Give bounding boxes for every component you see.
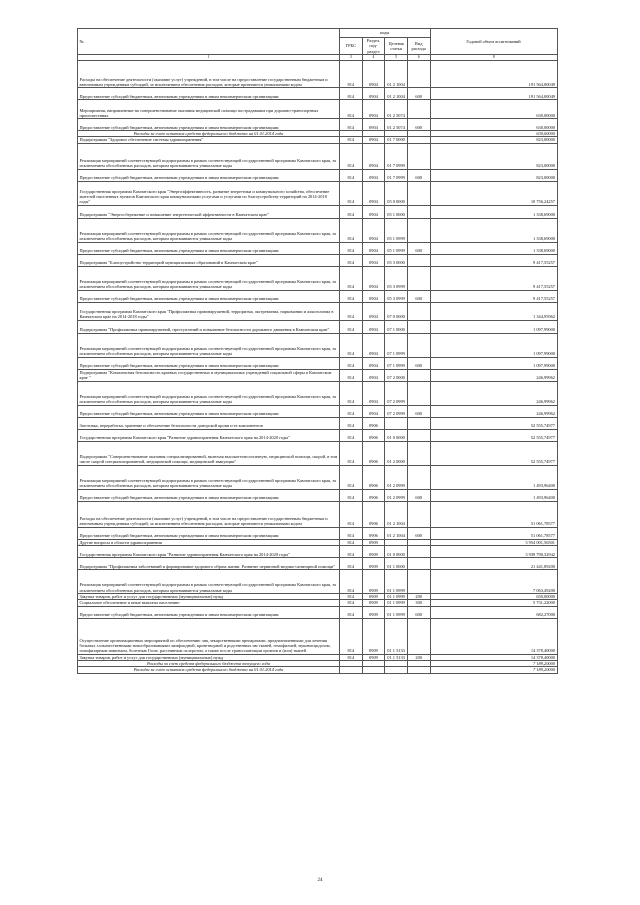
table-row: [78, 320, 558, 333]
table-row: [78, 205, 558, 218]
row-razdel-code: 0906: [362, 527, 385, 539]
table-row: [78, 88, 558, 100]
row-target-code: [385, 667, 408, 673]
row-razdel-code: 0904: [362, 137, 385, 143]
row-target-code: 01 2 1004: [385, 88, 408, 100]
col-num-header: №: [78, 29, 340, 55]
row-grbs-code: 814: [340, 489, 363, 501]
col-index: 3: [340, 54, 363, 60]
row-amount: 823,00000: [430, 137, 558, 143]
row-razdel-code: 0904: [362, 205, 385, 218]
row-razdel-code: 0909: [362, 618, 385, 654]
table-row: [78, 558, 558, 570]
row-amount: 823,00000: [430, 143, 558, 169]
row-vid-code: [407, 381, 430, 405]
table-row: [78, 570, 558, 594]
row-target-code: 01 2 1004: [385, 501, 408, 527]
row-target-code: 07 1 0999: [385, 357, 408, 369]
row-grbs-code: 814: [340, 181, 363, 205]
table-row: [78, 169, 558, 181]
col-codes-header: коды: [340, 29, 431, 38]
row-razdel-code: [362, 667, 385, 673]
row-razdel-code: 0906: [362, 489, 385, 501]
row-description: Предоставление субсидий бюджетным, автономным учреждениям и иным некоммерческим организациям: [78, 242, 340, 254]
row-description: Расходы на обеспечение деятельности (оказание услуг) учреждений, в том числе на предоставление государственным бюджетным и автономным учреждениям субсидий, за исключением обеспечения расходов, которые признаются уникальными кодом: [78, 501, 340, 527]
row-description: Осуществление организационных мероприятий по обеспечению лиц лекарственными препаратами, предназначенными для лечения больных злокачественными новообразованиями лимфоидной, кроветворной и родственных им тканей, гемофилией, муковисцидозом, гипофизарным нанизмом, болезнью Гоше, рассеянным склерозом, а также после трансплантации органов и (или) тканей: [78, 618, 340, 654]
row-vid-code: [407, 429, 430, 441]
row-grbs-code: 814: [340, 320, 363, 333]
row-vid-code: [407, 465, 430, 489]
row-grbs-code: 814: [340, 333, 363, 357]
row-description: Подпрограмма "Профилактика правонарушений, преступлений и повышение безопасности дорожного движения в Камчатском крае": [78, 320, 340, 333]
table-row: [78, 181, 558, 205]
row-amount: 1 097,99000: [430, 320, 558, 333]
row-razdel-code: 0904: [362, 381, 385, 405]
row-razdel-code: 0904: [362, 169, 385, 181]
row-target-code: 01 2 5074: [385, 119, 408, 131]
row-target-code: 07 0 0000: [385, 302, 408, 320]
row-amount: 52 555,74977: [430, 417, 558, 429]
row-razdel-code: 0904: [362, 119, 385, 131]
col-target-header: Целевая статья: [385, 38, 408, 55]
row-grbs-code: 814: [340, 546, 363, 558]
col-index: 6: [407, 54, 430, 60]
row-grbs-code: 814: [340, 169, 363, 181]
row-target-code: 01 1 0999: [385, 600, 408, 606]
row-description: Реализация мероприятий соответствующей подпрограммы в рамках соответствующей государственной программы Камчатского края, за исключением обособленных расходов, которым присваиваются уникальные коды: [78, 143, 340, 169]
row-description: Реализация мероприятий соответствующей подпрограммы в рамках соответствующей государственной программы Камчатского края, за исключением обособленных расходов, которым присваиваются уникальные коды: [78, 465, 340, 489]
row-description: Закупка товаров, работ и услуг для государственных (муниципальных) нужд: [78, 594, 340, 600]
row-description: Предоставление субсидий бюджетным, автономным учреждениям и иным некоммерческим организациям: [78, 357, 340, 369]
row-grbs-code: 814: [340, 218, 363, 242]
row-razdel-code: 0909: [362, 600, 385, 606]
page-number: 24: [317, 878, 323, 883]
row-description: Социальное обеспечение и иные выплаты населению: [78, 600, 340, 606]
row-amount: 3 954 001,56501: [430, 539, 558, 545]
row-razdel-code: 0904: [362, 405, 385, 417]
row-amount: 7 189,20000: [430, 667, 558, 673]
table-row: [78, 606, 558, 618]
row-description: Расходы за счет остатков средств федерального бюджета на 01.01.2014 года: [78, 667, 340, 673]
row-target-code: 05 3 0999: [385, 266, 408, 290]
row-grbs-code: 814: [340, 266, 363, 290]
row-description: Расходы на обеспечение деятельности (оказание услуг) учреждений, в том числе на предоставление государственным бюджетным и автономным учреждениям субсидий, за исключением обеспечения расходов, которые признаются уникальными кодом: [78, 61, 340, 88]
row-amount: 21 441,89200: [430, 558, 558, 570]
row-description: Реализация мероприятий соответствующей подпрограммы в рамках соответствующей государственной программы Камчатского края, за исключением обособленных расходов, которым присваиваются уникальные коды: [78, 266, 340, 290]
row-description: Закупка товаров, работ и услуг для государственных (муниципальных) нужд: [78, 654, 340, 660]
row-amount: 650,00000: [430, 594, 558, 600]
row-grbs-code: 814: [340, 302, 363, 320]
col-volume-header: Годовой объем ассигнований: [430, 29, 558, 55]
row-grbs-code: 814: [340, 357, 363, 369]
row-amount: 682,27000: [430, 606, 558, 618]
row-amount: 630,00000: [430, 131, 558, 137]
row-amount: 5 731,22000: [430, 600, 558, 606]
row-amount: 9 417,55257: [430, 266, 558, 290]
row-vid-code: [407, 143, 430, 169]
row-target-code: 01 2 0000: [385, 441, 408, 465]
col-index: 8: [430, 54, 558, 60]
budget-table-sheet: [77, 28, 558, 674]
row-description: Предоставление субсидий бюджетным, автономным учреждениям и иным некоммерческим организациям: [78, 489, 340, 501]
row-description: Предоставление субсидий бюджетным, автономным учреждениям и иным некоммерческим организациям: [78, 290, 340, 302]
col-vid-header: Вид расхода: [407, 38, 430, 55]
row-target-code: 01 1 0999: [385, 606, 408, 618]
row-amount: 191 564,00049: [430, 88, 558, 100]
row-razdel-code: 0904: [362, 333, 385, 357]
row-amount: 191 564,00049: [430, 61, 558, 88]
table-row: [78, 618, 558, 654]
row-grbs-code: 814: [340, 654, 363, 660]
row-description: Подпрограмма "Совершенствование оказания специализированной, включая высокотехнологичную, медицинской помощи, скорой, в том числе скорой специализированной, медицинской помощи, медицинской эвакуации": [78, 441, 340, 465]
row-target-code: 01 1 5133: [385, 654, 408, 660]
row-target-code: 01 2 1004: [385, 61, 408, 88]
row-razdel-code: 0909: [362, 606, 385, 618]
row-grbs-code: 814: [340, 137, 363, 143]
row-razdel-code: 0904: [362, 242, 385, 254]
row-amount: 51 061,78577: [430, 527, 558, 539]
row-razdel-code: 0904: [362, 266, 385, 290]
row-razdel-code: 0909: [362, 654, 385, 660]
row-target-code: 01 1 0999: [385, 570, 408, 594]
row-target-code: 01 7 0999: [385, 169, 408, 181]
row-vid-code: 600: [407, 242, 430, 254]
row-grbs-code: 814: [340, 205, 363, 218]
row-grbs-code: 814: [340, 539, 363, 545]
row-description: Подпрограмма "Здоровое обеспечение системы здравоохранения": [78, 137, 340, 143]
row-description: Подпрограмма "Комплексная безопасность краевых государственных и муниципальных учреждений социальной сферы в Камчатском крае ": [78, 369, 340, 381]
row-razdel-code: 0906: [362, 417, 385, 429]
row-description: Предоставление субсидий бюджетным, автономным учреждениям и иным некоммерческим организациям: [78, 527, 340, 539]
row-amount: 7 063,49200: [430, 570, 558, 594]
row-amount: 1 493,96400: [430, 489, 558, 501]
row-razdel-code: 0906: [362, 441, 385, 465]
row-razdel-code: 0904: [362, 143, 385, 169]
row-amount: 1 344,95962: [430, 302, 558, 320]
budget-table: [77, 28, 558, 674]
row-amount: 14 378,40000: [430, 618, 558, 654]
table-row: [78, 302, 558, 320]
row-vid-code: 600: [407, 88, 430, 100]
table-body: [78, 61, 558, 673]
row-target-code: 01 1 0999: [385, 594, 408, 600]
row-grbs-code: 814: [340, 558, 363, 570]
row-amount: 1 493,96400: [430, 465, 558, 489]
row-description: Реализация мероприятий соответствующей подпрограммы в рамках соответствующей государственной программы Камчатского края, за исключением обособленных расходов, которым присваиваются уникальные коды: [78, 333, 340, 357]
table-row: [78, 381, 558, 405]
row-grbs-code: 814: [340, 254, 363, 266]
table-row: [78, 61, 558, 88]
table-row: [78, 242, 558, 254]
row-grbs-code: [340, 667, 363, 673]
row-amount: 630,00000: [430, 119, 558, 131]
row-razdel-code: 0904: [362, 357, 385, 369]
row-vid-code: 600: [407, 357, 430, 369]
row-target-code: 07 2 0999: [385, 381, 408, 405]
table-row: [78, 465, 558, 489]
row-target-code: 01 0 0000: [385, 546, 408, 558]
row-amount: 10 756,24257: [430, 181, 558, 205]
row-description: Другие вопросы в области здравоохранения: [78, 539, 340, 545]
row-razdel-code: 0904: [362, 218, 385, 242]
table-row: [78, 527, 558, 539]
row-target-code: 01 2 0999: [385, 489, 408, 501]
row-description: Государственная программа Камчатского края "Развитие здравоохранения Камчатского края на 2014-2020 годы": [78, 429, 340, 441]
row-grbs-code: 814: [340, 441, 363, 465]
row-vid-code: [407, 181, 430, 205]
table-row: [78, 290, 558, 302]
row-vid-code: [407, 618, 430, 654]
table-row: [78, 333, 558, 357]
row-grbs-code: 814: [340, 290, 363, 302]
row-target-code: [385, 417, 408, 429]
row-target-code: 01 2 0999: [385, 465, 408, 489]
row-vid-code: 600: [407, 489, 430, 501]
row-amount: 9 417,55257: [430, 254, 558, 266]
row-vid-code: [407, 546, 430, 558]
row-razdel-code: 0906: [362, 501, 385, 527]
row-razdel-code: 0909: [362, 539, 385, 545]
table-row: [78, 254, 558, 266]
row-amount: 246,99962: [430, 381, 558, 405]
row-target-code: 01 2 1004: [385, 527, 408, 539]
row-target-code: 05 3 0999: [385, 290, 408, 302]
row-amount: 246,99962: [430, 369, 558, 381]
row-vid-code: 600: [407, 527, 430, 539]
table-row: [78, 369, 558, 381]
row-grbs-code: 814: [340, 381, 363, 405]
row-description: Подпрограмма "Благоустройство территорий муниципальных образований в Камчатском крае": [78, 254, 340, 266]
row-target-code: 05 1 0999: [385, 242, 408, 254]
row-amount: 1 338,69000: [430, 205, 558, 218]
row-description: Предоставление субсидий бюджетным, автономным учреждениям и иным некоммерческим организациям: [78, 606, 340, 618]
row-description: Заготовка, переработка, хранение и обеспечение безопасности донорской крови и ее компонентов: [78, 417, 340, 429]
row-razdel-code: 0904: [362, 290, 385, 302]
row-grbs-code: 814: [340, 242, 363, 254]
table-row: [78, 501, 558, 527]
row-vid-code: [407, 570, 430, 594]
row-vid-code: 300: [407, 600, 430, 606]
row-amount: 246,99962: [430, 405, 558, 417]
row-amount: 52 555,74977: [430, 441, 558, 465]
row-target-code: 07 1 0000: [385, 320, 408, 333]
row-description: Подпрограмма "Профилактика заболеваний и формирование здорового образа жизни. Развитие первичной медико-санитарной помощи": [78, 558, 340, 570]
table-row: [78, 405, 558, 417]
row-grbs-code: 814: [340, 600, 363, 606]
row-description: Государственная программа Камчатского края "Профилактика правонарушений, терроризма, экстремизма, наркомании и алкоголизма в Камчатском крае на 2014-2018 годы": [78, 302, 340, 320]
row-target-code: 07 2 0000: [385, 369, 408, 381]
row-vid-code: 200: [407, 594, 430, 600]
table-row: [78, 489, 558, 501]
row-razdel-code: 0909: [362, 594, 385, 600]
row-amount: 14 378,40000: [430, 654, 558, 660]
table-row: [78, 667, 558, 673]
row-description: Реализация мероприятий соответствующей подпрограммы в рамках соответствующей государственной программы Камчатского края, за исключением обособленных расходов, которым присваиваются уникальные коды: [78, 570, 340, 594]
row-vid-code: [407, 100, 430, 119]
col-index: 5: [385, 54, 408, 60]
col-razdel-header: Раздел, под-раздел: [362, 38, 385, 55]
row-target-code: 01 7 0999: [385, 143, 408, 169]
row-razdel-code: 0909: [362, 558, 385, 570]
row-vid-code: [407, 266, 430, 290]
row-description: Реализация мероприятий соответствующей подпрограммы в рамках соответствующей государственной программы Камчатского края, за исключением обособленных расходов, которым присваиваются уникальные коды: [78, 218, 340, 242]
row-description: Государственная программа Камчатского края "Энергоэффективность, развитие энергетики и коммунального хозяйства, обеспечение жителей населенных пунктов Камчатского края коммунальными услугами и услугами по благоустройству территорий на 2014-2018 годы": [78, 181, 340, 205]
table-row: [78, 546, 558, 558]
table-row: [78, 218, 558, 242]
row-razdel-code: 0909: [362, 546, 385, 558]
row-vid-code: 600: [407, 119, 430, 131]
row-target-code: 05 0 0000: [385, 181, 408, 205]
row-description: Расходы за счет остатков средств федерального бюджета на 01.01.2014 года: [78, 131, 340, 137]
table-row: [78, 429, 558, 441]
row-grbs-code: 814: [340, 606, 363, 618]
row-amount: 1 338,69000: [430, 218, 558, 242]
row-target-code: 01 7 0000: [385, 137, 408, 143]
row-grbs-code: 814: [340, 527, 363, 539]
row-vid-code: 200: [407, 654, 430, 660]
row-grbs-code: 814: [340, 369, 363, 381]
row-vid-code: [407, 369, 430, 381]
row-target-code: 05 3 0000: [385, 254, 408, 266]
row-target-code: 07 2 0999: [385, 405, 408, 417]
row-vid-code: [407, 667, 430, 673]
row-description: Предоставление субсидий бюджетным, автономным учреждениям и иным некоммерческим организациям: [78, 405, 340, 417]
row-grbs-code: 814: [340, 618, 363, 654]
row-grbs-code: 814: [340, 143, 363, 169]
row-target-code: 07 1 0999: [385, 333, 408, 357]
row-grbs-code: 814: [340, 88, 363, 100]
row-razdel-code: 0904: [362, 369, 385, 381]
row-description: Предоставление субсидий бюджетным, автономным учреждениям и иным некоммерческим организациям: [78, 169, 340, 181]
row-vid-code: [407, 205, 430, 218]
row-grbs-code: 814: [340, 119, 363, 131]
row-vid-code: [407, 441, 430, 465]
row-description: Реализация мероприятий соответствующей подпрограммы в рамках соответствующей государственной программы Камчатского края, за исключением обособленных расходов, которым присваиваются уникальные коды: [78, 381, 340, 405]
row-vid-code: [407, 333, 430, 357]
row-razdel-code: 0904: [362, 88, 385, 100]
row-vid-code: 600: [407, 405, 430, 417]
table-row: [78, 441, 558, 465]
row-target-code: 01 1 5133: [385, 618, 408, 654]
row-grbs-code: 814: [340, 61, 363, 88]
row-vid-code: 600: [407, 290, 430, 302]
row-amount: 823,00000: [430, 169, 558, 181]
row-vid-code: [407, 320, 430, 333]
row-grbs-code: 814: [340, 594, 363, 600]
row-razdel-code: 0904: [362, 100, 385, 119]
table-row: [78, 417, 558, 429]
row-amount: 9 417,55257: [430, 290, 558, 302]
row-razdel-code: 0904: [362, 61, 385, 88]
table-row: [78, 119, 558, 131]
row-amount: 52 555,74977: [430, 429, 558, 441]
table-row: [78, 143, 558, 169]
row-vid-code: [407, 254, 430, 266]
row-razdel-code: 0904: [362, 320, 385, 333]
row-target-code: 05 1 0999: [385, 218, 408, 242]
row-grbs-code: 814: [340, 570, 363, 594]
row-grbs-code: 814: [340, 465, 363, 489]
row-amount: 1 097,99000: [430, 357, 558, 369]
row-vid-code: [407, 218, 430, 242]
row-description: Предоставление субсидий бюджетным, автономным учреждениям и иным некоммерческим организациям: [78, 119, 340, 131]
row-target-code: 05 1 0000: [385, 205, 408, 218]
row-description: Подпрограмма "Энергосбережение и повышение энергетической эффективности в Камчатском крае": [78, 205, 340, 218]
row-target-code: 01 2 5074: [385, 100, 408, 119]
row-grbs-code: 814: [340, 100, 363, 119]
row-vid-code: [407, 302, 430, 320]
row-razdel-code: 0906: [362, 465, 385, 489]
table-row: [78, 357, 558, 369]
row-razdel-code: 0906: [362, 429, 385, 441]
row-razdel-code: 0909: [362, 570, 385, 594]
row-description: Мероприятия, направленные на совершенствование оказания медицинской помощи пострадавшим при дорожно-транспортных происшествиях: [78, 100, 340, 119]
table-row: [78, 266, 558, 290]
row-amount: 630,00000: [430, 100, 558, 119]
row-amount: 1 338,69000: [430, 242, 558, 254]
row-grbs-code: 814: [340, 417, 363, 429]
col-index: 1: [78, 54, 340, 60]
row-amount: 51 061,78577: [430, 501, 558, 527]
row-vid-code: [407, 501, 430, 527]
row-razdel-code: 0904: [362, 302, 385, 320]
row-vid-code: [407, 558, 430, 570]
row-vid-code: 600: [407, 169, 430, 181]
row-razdel-code: 0904: [362, 254, 385, 266]
row-grbs-code: 814: [340, 405, 363, 417]
row-target-code: 01 0 0000: [385, 429, 408, 441]
row-description: Предоставление субсидий бюджетным, автономным учреждениям и иным некоммерческим организациям: [78, 88, 340, 100]
row-grbs-code: 814: [340, 429, 363, 441]
col-index: 4: [362, 54, 385, 60]
row-vid-code: 600: [407, 606, 430, 618]
row-description: Расходы за счет средств федерального бюджета текущего года: [78, 660, 340, 666]
row-razdel-code: 0904: [362, 181, 385, 205]
row-amount: 7 189,20000: [430, 660, 558, 666]
row-amount: 1 097,99000: [430, 333, 558, 357]
col-grbs-header: ГРБС: [340, 38, 363, 55]
row-vid-code: [407, 61, 430, 88]
row-target-code: 01 1 0000: [385, 558, 408, 570]
row-amount: 3 939 790,32942: [430, 546, 558, 558]
row-vid-code: [407, 417, 430, 429]
row-grbs-code: 814: [340, 501, 363, 527]
table-row: [78, 100, 558, 119]
row-description: Государственная программа Камчатского края "Развитие здравоохранения Камчатского края на 2014-2020 годы": [78, 546, 340, 558]
